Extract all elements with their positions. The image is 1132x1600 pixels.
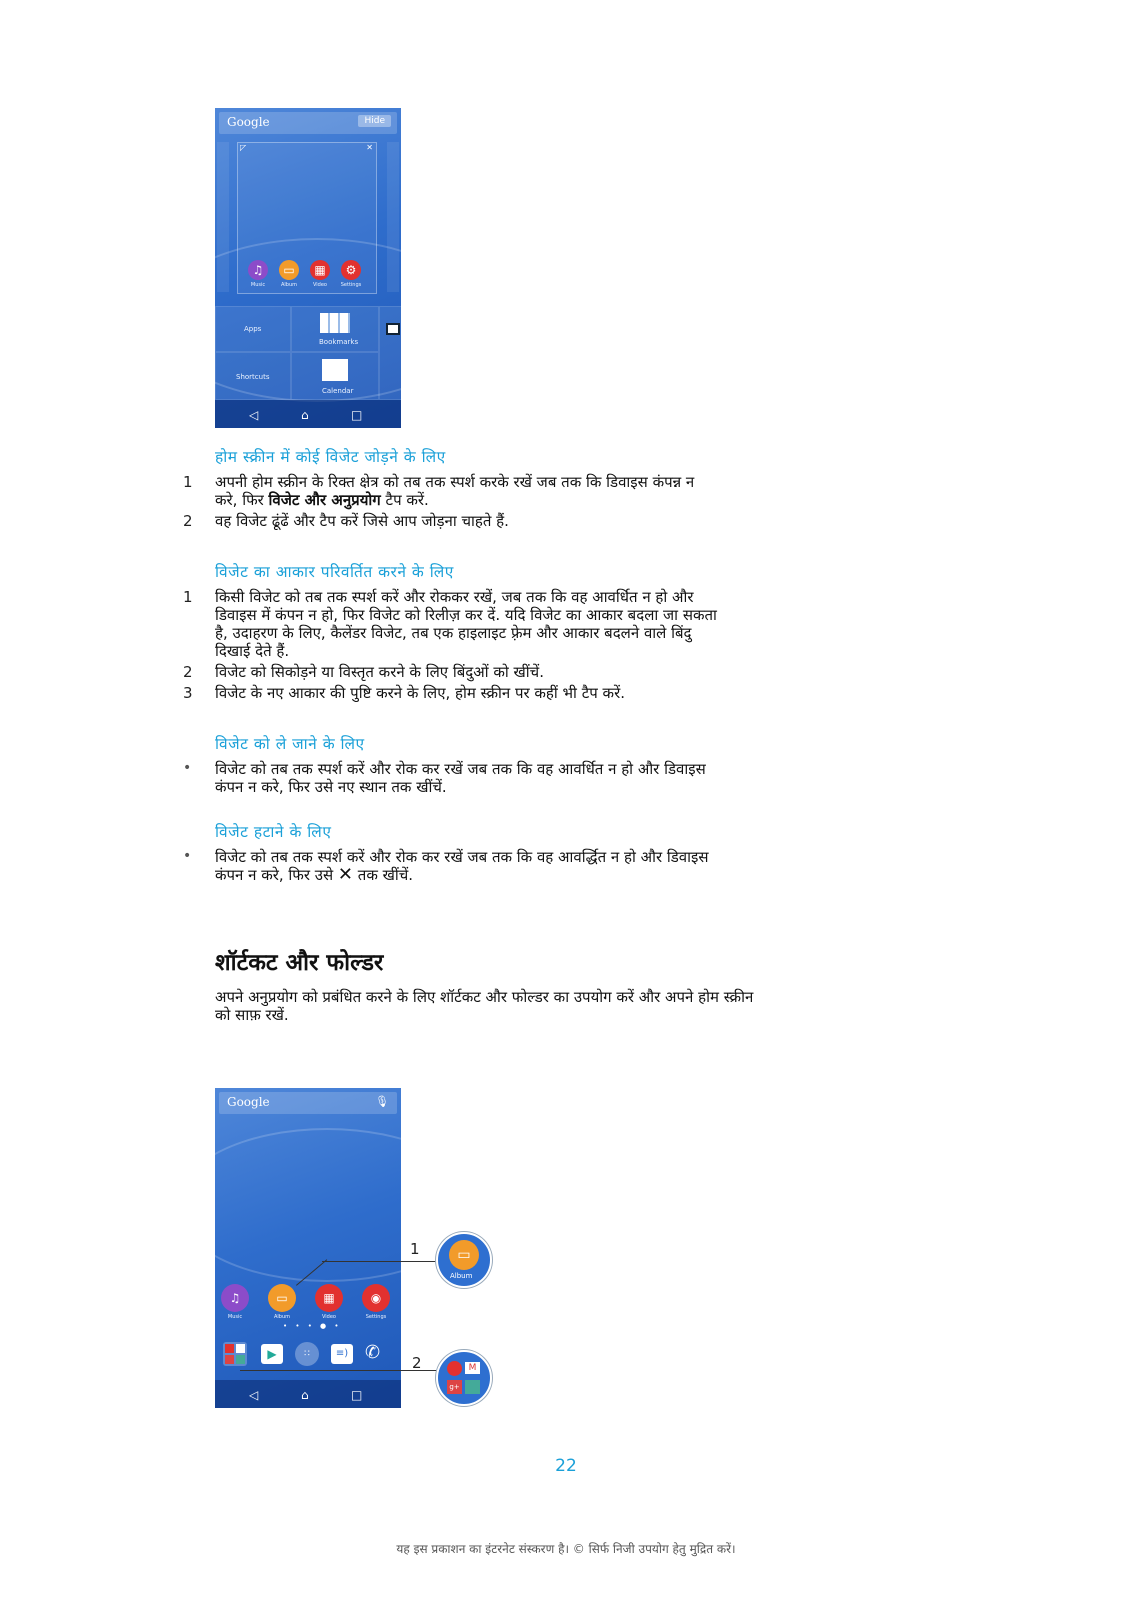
album-app-label: Album <box>280 282 298 288</box>
step-text-line: किसी विजेट को तब तक स्पर्श करें और रोककर रखें, जब तक कि वह आवर्धित न हो और <box>215 588 694 606</box>
settings-app-label: Settings <box>340 282 362 288</box>
step-text-line: कंपन न करे, फिर उसे ✕ तक खींचें. <box>215 864 414 885</box>
step-number: 2 <box>183 663 193 681</box>
album-zoom-label: Album <box>450 1272 473 1280</box>
step-text-line: डिवाइस में कंपन न हो, फिर विजेट को रिलीज़ कर दें. यदि विजेट का आकार बदला जा सकता <box>215 606 717 624</box>
folder-icon[interactable] <box>223 1342 247 1366</box>
app-drawer-icon[interactable]: ∷ <box>295 1342 319 1366</box>
step-text-line: अपनी होम स्क्रीन के रिक्त क्षेत्र को तब तक स्पर्श करके रखें जब तक कि डिवाइस कंपन्न न <box>215 473 695 491</box>
wallpaper-wave <box>215 1128 401 1282</box>
step-text-line: दिखाई देते हैं. <box>215 642 290 660</box>
hide-button[interactable]: Hide <box>358 115 391 127</box>
bullet-marker: • <box>183 848 192 864</box>
section-heading: होम स्क्रीन में कोई विजेट जोड़ने के लिए <box>215 448 446 466</box>
add-corner-icon: ◸ <box>240 143 247 152</box>
recent-apps-icon[interactable]: □ <box>351 1388 363 1402</box>
step-text-line: विजेट को तब तक स्पर्श करें और रोक कर रखें जब तक कि वह आवर्धित न हो और डिवाइस <box>215 760 706 778</box>
step-number: 1 <box>183 473 193 491</box>
settings-app-label: Settings <box>365 1314 387 1320</box>
folder-mini-gplus <box>225 1355 234 1364</box>
video-app-icon[interactable]: ▦ <box>310 260 330 280</box>
ui-term: विजेट और अनुप्रयोग <box>268 491 381 509</box>
zoom-gplus-icon: g+ <box>447 1380 462 1394</box>
callout-number-1: 1 <box>410 1240 420 1258</box>
step-number: 1 <box>183 588 193 606</box>
bookmarks-label: Bookmarks <box>319 338 359 346</box>
folder-zoom-bubble <box>436 1350 492 1406</box>
section-title-shortcuts: शॉर्टकट और फोल्डर <box>215 950 384 976</box>
screenshot-add-widget <box>215 108 401 428</box>
step-text-line: है, उदाहरण के लिए, कैलेंडर विजेट, तब एक हाइलाइट फ़्रेम और आकार बदलने वाले बिंदु <box>215 624 692 642</box>
tray-next-column <box>379 306 401 400</box>
music-app-icon[interactable]: ♫ <box>221 1284 249 1312</box>
bookmarks-thumb-icon <box>320 313 350 333</box>
left-panel-edge <box>217 142 229 292</box>
calendar-label: Calendar <box>322 387 354 395</box>
shortcuts-tab-label: Shortcuts <box>236 373 270 381</box>
footer-notice: यह इस प्रकाशन का इंटरनेट संस्करण है। © सिर्फ निजी उपयोग हेतु मुद्रित करें। <box>396 1542 736 1556</box>
google-search-bar[interactable] <box>219 112 397 134</box>
zoom-maps-icon <box>465 1380 480 1394</box>
play-store-icon[interactable]: ▶ <box>261 1344 283 1364</box>
music-app-label: Music <box>250 282 266 288</box>
video-app-icon[interactable]: ▦ <box>315 1284 343 1312</box>
google-logo: Google <box>227 1095 270 1109</box>
callout-number-2: 2 <box>412 1354 422 1372</box>
microphone-icon[interactable]: 🎙 <box>375 1095 389 1108</box>
nav-bar <box>215 1380 401 1408</box>
settings-app-icon[interactable]: ⚙ <box>341 260 361 280</box>
apps-tab[interactable] <box>215 306 291 352</box>
step-text-line: करे, फिर विजेट और अनुप्रयोग टैप करें. <box>215 491 429 509</box>
step-text-line: कंपन न करे, फिर उसे नए स्थान तक खींचें. <box>215 778 447 796</box>
google-search-bar[interactable] <box>219 1092 397 1114</box>
step-number: 3 <box>183 684 193 702</box>
album-zoom-bubble <box>436 1232 492 1288</box>
remove-x-icon[interactable]: ✕ <box>366 143 373 152</box>
shortcuts-intro-line-1: अपने अनुप्रयोग को प्रबंधित करने के लिए शॉर्टकट और फोल्डर का उपयोग करें और अपने होम स्क्रीन <box>215 988 754 1006</box>
apps-tab-label: Apps <box>244 325 262 333</box>
section-heading: विजेट का आकार परिवर्तित करने के लिए <box>215 563 454 581</box>
album-app-icon[interactable]: ▭ <box>268 1284 296 1312</box>
bookmarks-widget[interactable] <box>291 306 379 352</box>
folder-mini-maps <box>236 1355 245 1364</box>
callout-line-1b <box>322 1261 436 1262</box>
back-icon[interactable]: ◁ <box>249 1388 259 1402</box>
album-zoom-icon: ▭ <box>449 1240 479 1270</box>
shortcuts-intro-line-2: को साफ़ रखें. <box>215 1006 289 1024</box>
zoom-chrome-icon <box>447 1361 462 1376</box>
recent-apps-icon[interactable]: □ <box>351 408 363 422</box>
album-app-icon[interactable]: ▭ <box>279 260 299 280</box>
callout-line-2 <box>240 1370 438 1371</box>
bullet-marker: • <box>183 760 192 776</box>
calendar-thumb-icon <box>322 359 348 381</box>
step-text-line: विजेट के नए आकार की पुष्टि करने के लिए, होम स्क्रीन पर कहीं भी टैप करें. <box>215 684 625 702</box>
step-text-line: विजेट को सिकोड़ने या विस्तृत करने के लिए बिंदुओं को खींचें. <box>215 663 544 681</box>
music-app-label: Music <box>227 1314 243 1320</box>
google-logo: Google <box>227 115 270 129</box>
album-app-label: Album <box>273 1314 291 1320</box>
music-app-icon[interactable]: ♫ <box>248 260 268 280</box>
home-icon[interactable]: ⌂ <box>301 1388 309 1402</box>
shortcuts-tab[interactable] <box>215 352 291 400</box>
home-icon[interactable]: ⌂ <box>301 408 309 422</box>
zoom-gmail-icon: M <box>465 1362 480 1374</box>
step-text-line: वह विजेट ढूंढें और टैप करें जिसे आप जोड़ना चाहते हैं. <box>215 512 509 530</box>
step-text-line: विजेट को तब तक स्पर्श करें और रोक कर रखें जब तक कि वह आवर्द्धित न हो और डिवाइस <box>215 848 709 866</box>
remove-x-icon: ✕ <box>337 864 353 885</box>
messaging-icon[interactable]: ≡) <box>331 1344 353 1364</box>
phone-icon[interactable]: ✆ <box>365 1342 381 1363</box>
settings-app-icon[interactable]: ◉ <box>362 1284 390 1312</box>
camera-thumb-icon <box>386 323 400 335</box>
section-heading: विजेट को ले जाने के लिए <box>215 735 365 753</box>
folder-mini-gmail <box>236 1344 245 1353</box>
step-number: 2 <box>183 512 193 530</box>
page-number: 22 <box>555 1456 577 1476</box>
video-app-label: Video <box>321 1314 336 1320</box>
section-heading: विजेट हटाने के लिए <box>215 823 332 841</box>
calendar-widget[interactable] <box>291 352 379 400</box>
folder-mini-chrome <box>225 1344 234 1353</box>
video-app-label: Video <box>312 282 327 288</box>
screenshot-shortcuts-folders <box>215 1088 401 1408</box>
nav-bar <box>215 400 401 428</box>
right-panel-edge <box>387 142 399 292</box>
back-icon[interactable]: ◁ <box>249 408 259 422</box>
page-indicator: • • • ● • <box>283 1322 342 1330</box>
